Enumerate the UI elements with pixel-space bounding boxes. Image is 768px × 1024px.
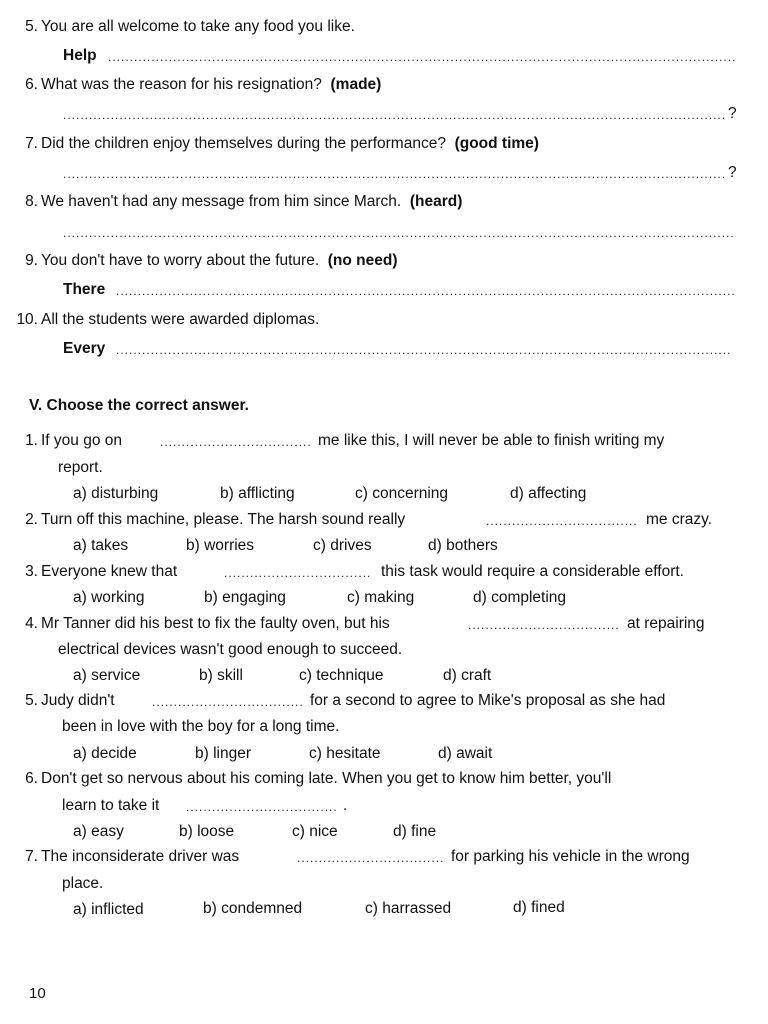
- option-3b[interactable]: b) engaging: [204, 589, 286, 606]
- blank-2[interactable]: [486, 510, 636, 530]
- question-mark-6: ?: [728, 105, 737, 122]
- option-7a[interactable]: a) inflicted: [73, 901, 144, 918]
- option-1b[interactable]: b) afflicting: [220, 485, 295, 502]
- option-2a[interactable]: a) takes: [73, 537, 129, 554]
- option-6a[interactable]: a) easy: [73, 823, 124, 840]
- answer-line-5[interactable]: [108, 46, 736, 66]
- keyword-7: (good time): [454, 135, 539, 152]
- option-1a[interactable]: a) disturbing: [73, 485, 159, 502]
- blank-6[interactable]: [186, 796, 336, 816]
- option-1d[interactable]: d) affecting: [510, 485, 587, 502]
- keyword-6: (made): [330, 76, 382, 93]
- answer-line-7[interactable]: [63, 163, 727, 183]
- mc-question-7: 7. The inconsiderate driver was: [25, 848, 240, 865]
- mc-question-4: 4. Mr Tanner did his best to fix the faulty oven, but his: [25, 615, 390, 632]
- mc-question-7-cont: for parking his vehicle in the wrong: [451, 848, 690, 865]
- mc-question-3-cont: this task would require a considerable effort.: [381, 563, 684, 580]
- mc-question-6-line2: learn to take it: [62, 797, 160, 814]
- page-number: 10: [29, 985, 46, 1002]
- item-10: 10. All the students were awarded diplomas.: [16, 311, 320, 328]
- item-6: 6. What was the reason for his resignation? (made): [25, 76, 382, 93]
- mc-question-6-period: .: [343, 797, 348, 814]
- mc-question-1-cont: me like this, I will never be able to finish writing my: [318, 432, 665, 449]
- option-2b[interactable]: b) worries: [186, 537, 255, 554]
- mc-question-7-line2: place.: [62, 875, 104, 892]
- item-9: 9. You don't have to worry about the future. (no need): [25, 252, 398, 269]
- blank-7[interactable]: [297, 847, 443, 867]
- item-5: 5. You are all welcome to take any food you like.: [25, 18, 355, 35]
- option-5c[interactable]: c) hesitate: [309, 745, 381, 762]
- mc-question-2: 2. Turn off this machine, please. The harsh sound really: [25, 511, 406, 528]
- option-7b[interactable]: b) condemned: [203, 900, 303, 917]
- blank-5[interactable]: [152, 691, 302, 711]
- answer-prefix-9: There: [63, 281, 106, 298]
- blank-3[interactable]: [224, 562, 372, 582]
- option-4c[interactable]: c) technique: [299, 667, 384, 684]
- item-8: 8. We haven't had any message from him since March. (heard): [25, 193, 463, 210]
- option-4b[interactable]: b) skill: [199, 667, 243, 684]
- option-2d[interactable]: d) bothers: [428, 537, 498, 554]
- mc-question-4-cont: at repairing: [627, 615, 705, 632]
- answer-line-8[interactable]: [63, 222, 736, 242]
- section-heading: V. Choose the correct answer.: [29, 397, 249, 414]
- mc-question-2-cont: me crazy.: [646, 511, 713, 528]
- option-4d[interactable]: d) craft: [443, 667, 492, 684]
- option-7c[interactable]: c) harrassed: [365, 900, 452, 917]
- mc-question-5-line2: been in love with the boy for a long time.: [62, 718, 340, 735]
- answer-line-9[interactable]: [116, 280, 736, 300]
- option-6b[interactable]: b) loose: [179, 823, 235, 840]
- mc-question-6: 6. Don't get so nervous about his coming late. When you get to know him better, you'll: [25, 770, 612, 787]
- mc-question-5: 5. Judy didn't: [25, 692, 115, 709]
- keyword-8: (heard): [409, 193, 463, 210]
- question-mark-7: ?: [728, 164, 737, 181]
- answer-line-10[interactable]: [116, 339, 732, 359]
- answer-prefix-10: Every: [63, 340, 106, 357]
- item-7: 7. Did the children enjoy themselves during the performance? (good time): [25, 135, 539, 152]
- option-3a[interactable]: a) working: [73, 589, 145, 606]
- option-5b[interactable]: b) linger: [195, 745, 251, 762]
- answer-prefix-5: Help: [63, 47, 97, 64]
- option-2c[interactable]: c) drives: [313, 537, 372, 554]
- mc-question-4-line2: electrical devices wasn't good enough to succeed.: [58, 641, 403, 658]
- option-7d[interactable]: d) fined: [513, 899, 565, 916]
- mc-question-5-cont: for a second to agree to Mike's proposal as she had: [310, 692, 666, 709]
- keyword-9: (no need): [327, 252, 398, 269]
- option-4a[interactable]: a) service: [73, 667, 141, 684]
- option-6d[interactable]: d) fine: [393, 823, 437, 840]
- mc-question-1: 1. If you go on: [25, 432, 123, 449]
- mc-question-1-line2: report.: [58, 459, 103, 476]
- blank-4[interactable]: [468, 614, 618, 634]
- option-5d[interactable]: d) await: [438, 745, 493, 762]
- blank-1[interactable]: [160, 431, 310, 451]
- option-5a[interactable]: a) decide: [73, 745, 137, 762]
- option-3c[interactable]: c) making: [347, 589, 415, 606]
- option-3d[interactable]: d) completing: [473, 589, 567, 606]
- option-6c[interactable]: c) nice: [292, 823, 338, 840]
- answer-line-6[interactable]: [63, 104, 727, 124]
- mc-question-3: 3. Everyone knew that: [25, 563, 178, 580]
- option-1c[interactable]: c) concerning: [355, 485, 449, 502]
